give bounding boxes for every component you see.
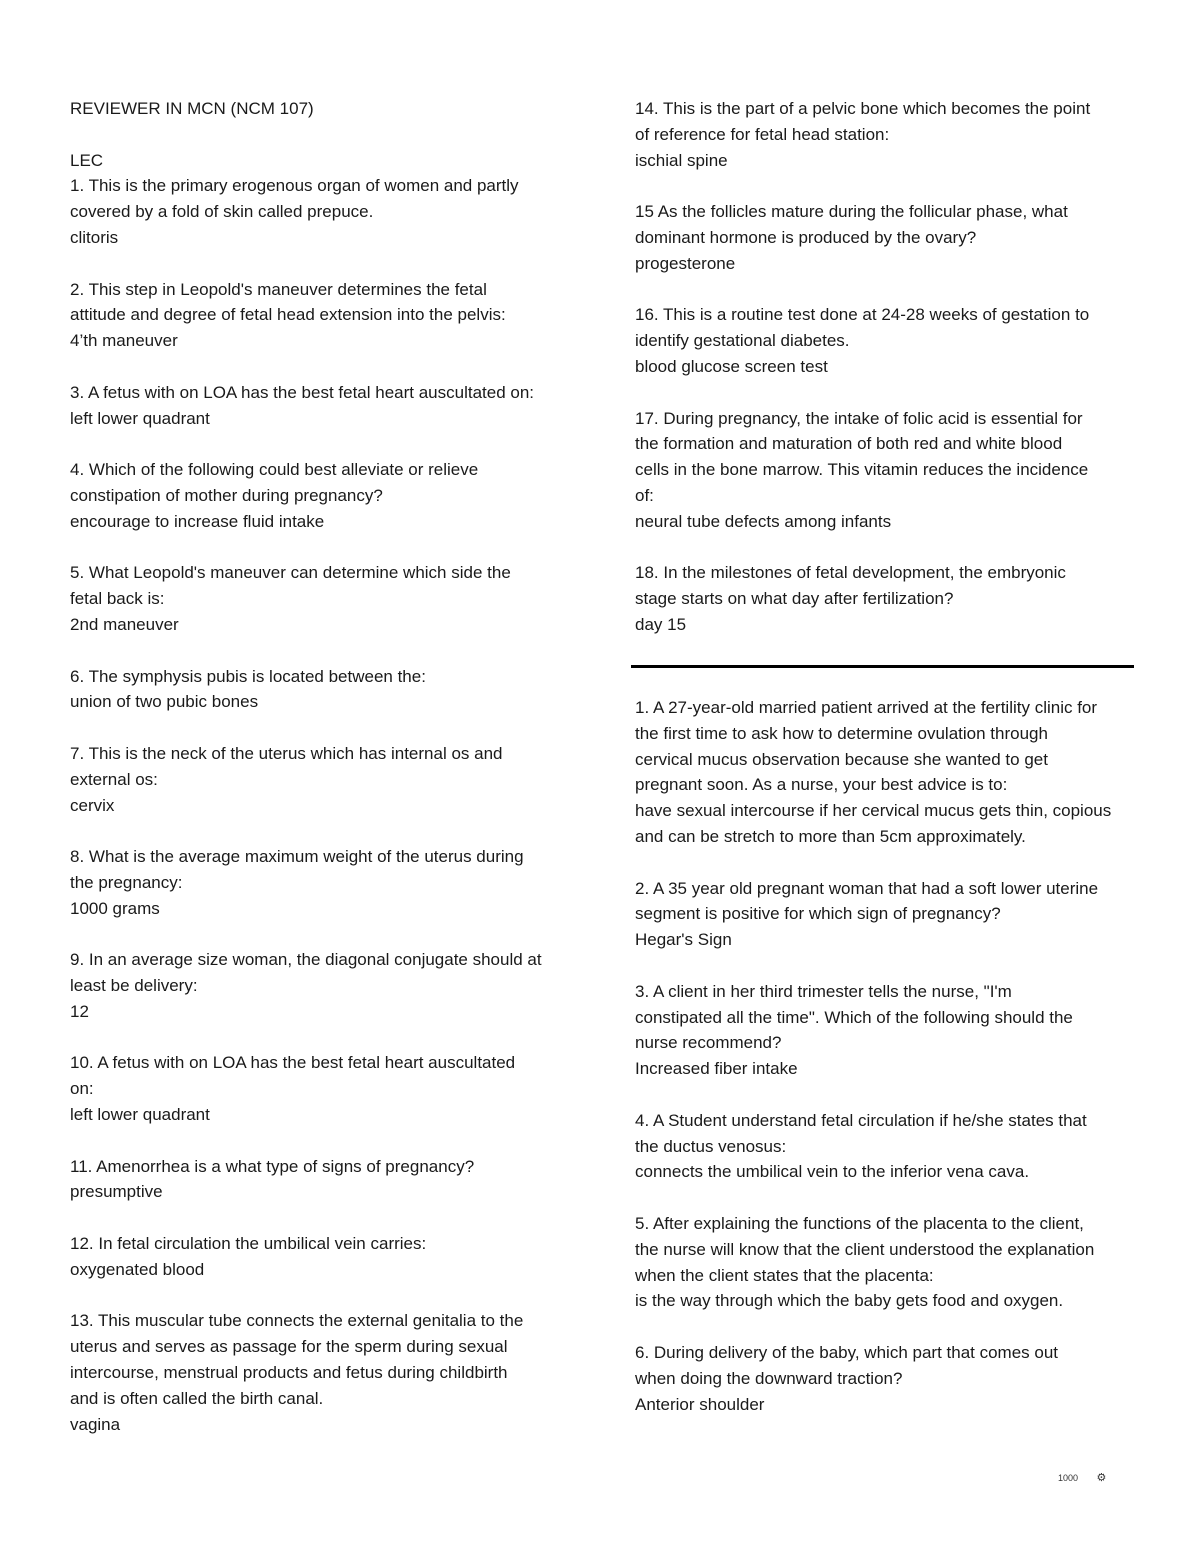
text-line: cervix <box>70 795 115 815</box>
text-line: Anterior shoulder <box>635 1394 765 1414</box>
text-line: external os: <box>70 769 158 789</box>
text-line: and is often called the birth canal. <box>70 1388 324 1408</box>
text-line: cells in the bone marrow. This vitamin reduces the incidence <box>635 460 1089 480</box>
blank-line <box>70 638 570 664</box>
blank-line <box>70 1128 570 1154</box>
footer-text: 1000 <box>1058 1473 1079 1483</box>
text-line: uterus and serves as passage for the sperm during sexual <box>70 1337 508 1357</box>
text-line: 12 <box>70 1001 89 1021</box>
text-line: vagina <box>70 1414 121 1434</box>
text-line: 2nd maneuver <box>70 614 179 634</box>
blank-line <box>70 354 570 380</box>
text-line: 5. After explaining the functions of the placenta to the client, <box>635 1213 1084 1233</box>
text-line: constipated all the time". Which of the following should the <box>635 1007 1073 1027</box>
text-line: neural tube defects among infants <box>635 511 892 531</box>
blank-line <box>635 1082 1140 1108</box>
text-line: of: <box>635 485 654 505</box>
text-line: encourage to increase fluid intake <box>70 511 325 531</box>
blank-line <box>635 1185 1140 1211</box>
text-line: ischial spine <box>635 150 728 170</box>
text-line: 2. A 35 year old pregnant woman that had a soft lower uterine <box>635 878 1099 898</box>
text-line: is the way through which the baby gets food and oxygen. <box>635 1291 1064 1311</box>
text-line: stage starts on what day after fertilization? <box>635 589 954 609</box>
text-line: identify gestational diabetes. <box>635 331 850 351</box>
text-line: pregnant soon. As a nurse, your best advice is to: <box>635 775 1008 795</box>
blank-line <box>70 715 570 741</box>
text-line: have sexual intercourse if her cervical mucus gets thin, copious <box>635 801 1112 821</box>
text-line: 18. In the milestones of fetal development, the embryonic <box>635 563 1066 583</box>
blank-line <box>70 1205 570 1231</box>
blank-line <box>635 535 1140 561</box>
blank-line <box>635 277 1140 303</box>
blank-line <box>70 818 570 844</box>
text-line: union of two pubic bones <box>70 692 259 712</box>
text-line: 6. During delivery of the baby, which part that comes out <box>635 1342 1059 1362</box>
section-divider <box>631 665 1134 668</box>
text-line: covered by a fold of skin called prepuce. <box>70 202 374 222</box>
text-line: 12. In fetal circulation the umbilical vein carries: <box>70 1234 427 1254</box>
text-line: dominant hormone is produced by the ovary? <box>635 227 977 247</box>
text-line: cervical mucus observation because she wanted to get <box>635 749 1048 769</box>
blank-line <box>70 251 570 277</box>
text-line: 10. A fetus with on LOA has the best fetal heart auscultated <box>70 1053 516 1073</box>
text-line: the ductus venosus: <box>635 1136 787 1156</box>
text-line: Hegar's Sign <box>635 930 732 950</box>
text-line: oxygenated blood <box>70 1259 205 1279</box>
text-line: left lower quadrant <box>70 408 210 428</box>
blank-line <box>70 431 570 457</box>
blank-line <box>635 1314 1140 1340</box>
text-line: segment is positive for which sign of pregnancy? <box>635 904 1001 924</box>
text-line: clitoris <box>70 227 119 247</box>
text-line: nurse recommend? <box>635 1033 782 1053</box>
blank-line <box>635 380 1140 406</box>
text-line: Increased fiber intake <box>635 1059 798 1079</box>
gear-icon: ⚙ <box>1096 1472 1107 1484</box>
text-line: 2. This step in Leopold's maneuver determines the fetal <box>70 279 487 299</box>
blank-line <box>635 173 1140 199</box>
text-line: the formation and maturation of both red and white blood <box>635 434 1063 454</box>
text-line: 4. Which of the following could best alleviate or relieve <box>70 460 479 480</box>
text-line: 16. This is a routine test done at 24-28 weeks of gestation to <box>635 305 1090 325</box>
text-line: progesterone <box>635 253 736 273</box>
blank-line <box>70 922 570 948</box>
text-line: 17. During pregnancy, the intake of folic acid is essential for <box>635 408 1083 428</box>
text-line: 3. A client in her third trimester tells the nurse, "I'm <box>635 981 1012 1001</box>
text-line: on: <box>70 1079 94 1099</box>
text-line: when doing the downward traction? <box>635 1368 903 1388</box>
text-line: intercourse, menstrual products and fetus during childbirth <box>70 1363 508 1383</box>
text-line: 3. A fetus with on LOA has the best fetal heart auscultated on: <box>70 382 535 402</box>
left-column <box>70 96 570 1437</box>
page-footer <box>1058 1471 1106 1484</box>
text-line: and can be stretch to more than 5cm approximately. <box>635 826 1026 846</box>
text-line: attitude and degree of fetal head extension into the pelvis: <box>70 305 506 325</box>
text-line: 5. What Leopold's maneuver can determine which side the <box>70 563 511 583</box>
text-line: 7. This is the neck of the uterus which has internal os and <box>70 743 503 763</box>
text-line: the pregnancy: <box>70 872 183 892</box>
blank-line <box>635 850 1140 876</box>
text-line: 14. This is the part of a pelvic bone which becomes the point <box>635 99 1091 118</box>
text-line: 15 As the follicles mature during the follicular phase, what <box>635 202 1068 222</box>
text-line: constipation of mother during pregnancy? <box>70 485 383 505</box>
blank-line <box>70 1283 570 1309</box>
text-line: 1000 grams <box>70 898 160 918</box>
text-line: 6. The symphysis pubis is located between the: <box>70 666 426 686</box>
blank-line <box>70 1025 570 1051</box>
text-line: blood glucose screen test <box>635 356 828 376</box>
text-line: REVIEWER IN MCN (NCM 107) <box>70 99 314 118</box>
text-line: 8. What is the average maximum weight of the uterus during <box>70 847 524 867</box>
text-line: left lower quadrant <box>70 1105 210 1125</box>
text-line: presumptive <box>70 1182 163 1202</box>
right-column-bottom <box>635 695 1140 1417</box>
blank-line <box>635 953 1140 979</box>
text-line: least be delivery: <box>70 976 198 996</box>
text-line: connects the umbilical vein to the inferior vena cava. <box>635 1162 1030 1182</box>
blank-line <box>70 122 570 148</box>
blank-line <box>70 535 570 561</box>
text-line: 4’th maneuver <box>70 331 178 351</box>
text-line: the nurse will know that the client understood the explanation <box>635 1239 1095 1259</box>
text-line: the first time to ask how to determine ovulation through <box>635 723 1048 743</box>
text-line: 4. A Student understand fetal circulation if he/she states that <box>635 1110 1087 1130</box>
text-line: when the client states that the placenta: <box>635 1265 934 1285</box>
text-line: day 15 <box>635 614 687 634</box>
text-line: fetal back is: <box>70 589 165 609</box>
text-line: LEC <box>70 150 104 170</box>
text-line: of reference for fetal head station: <box>635 124 890 144</box>
right-column-top <box>635 96 1140 638</box>
text-line: 1. A 27-year-old married patient arrived at the fertility clinic for <box>635 698 1098 717</box>
text-line: 13. This muscular tube connects the external genitalia to the <box>70 1311 524 1331</box>
text-line: 1. This is the primary erogenous organ of women and partly <box>70 176 519 196</box>
text-line: 11. Amenorrhea is a what type of signs of pregnancy? <box>70 1156 475 1176</box>
text-line: 9. In an average size woman, the diagonal conjugate should at <box>70 950 542 970</box>
